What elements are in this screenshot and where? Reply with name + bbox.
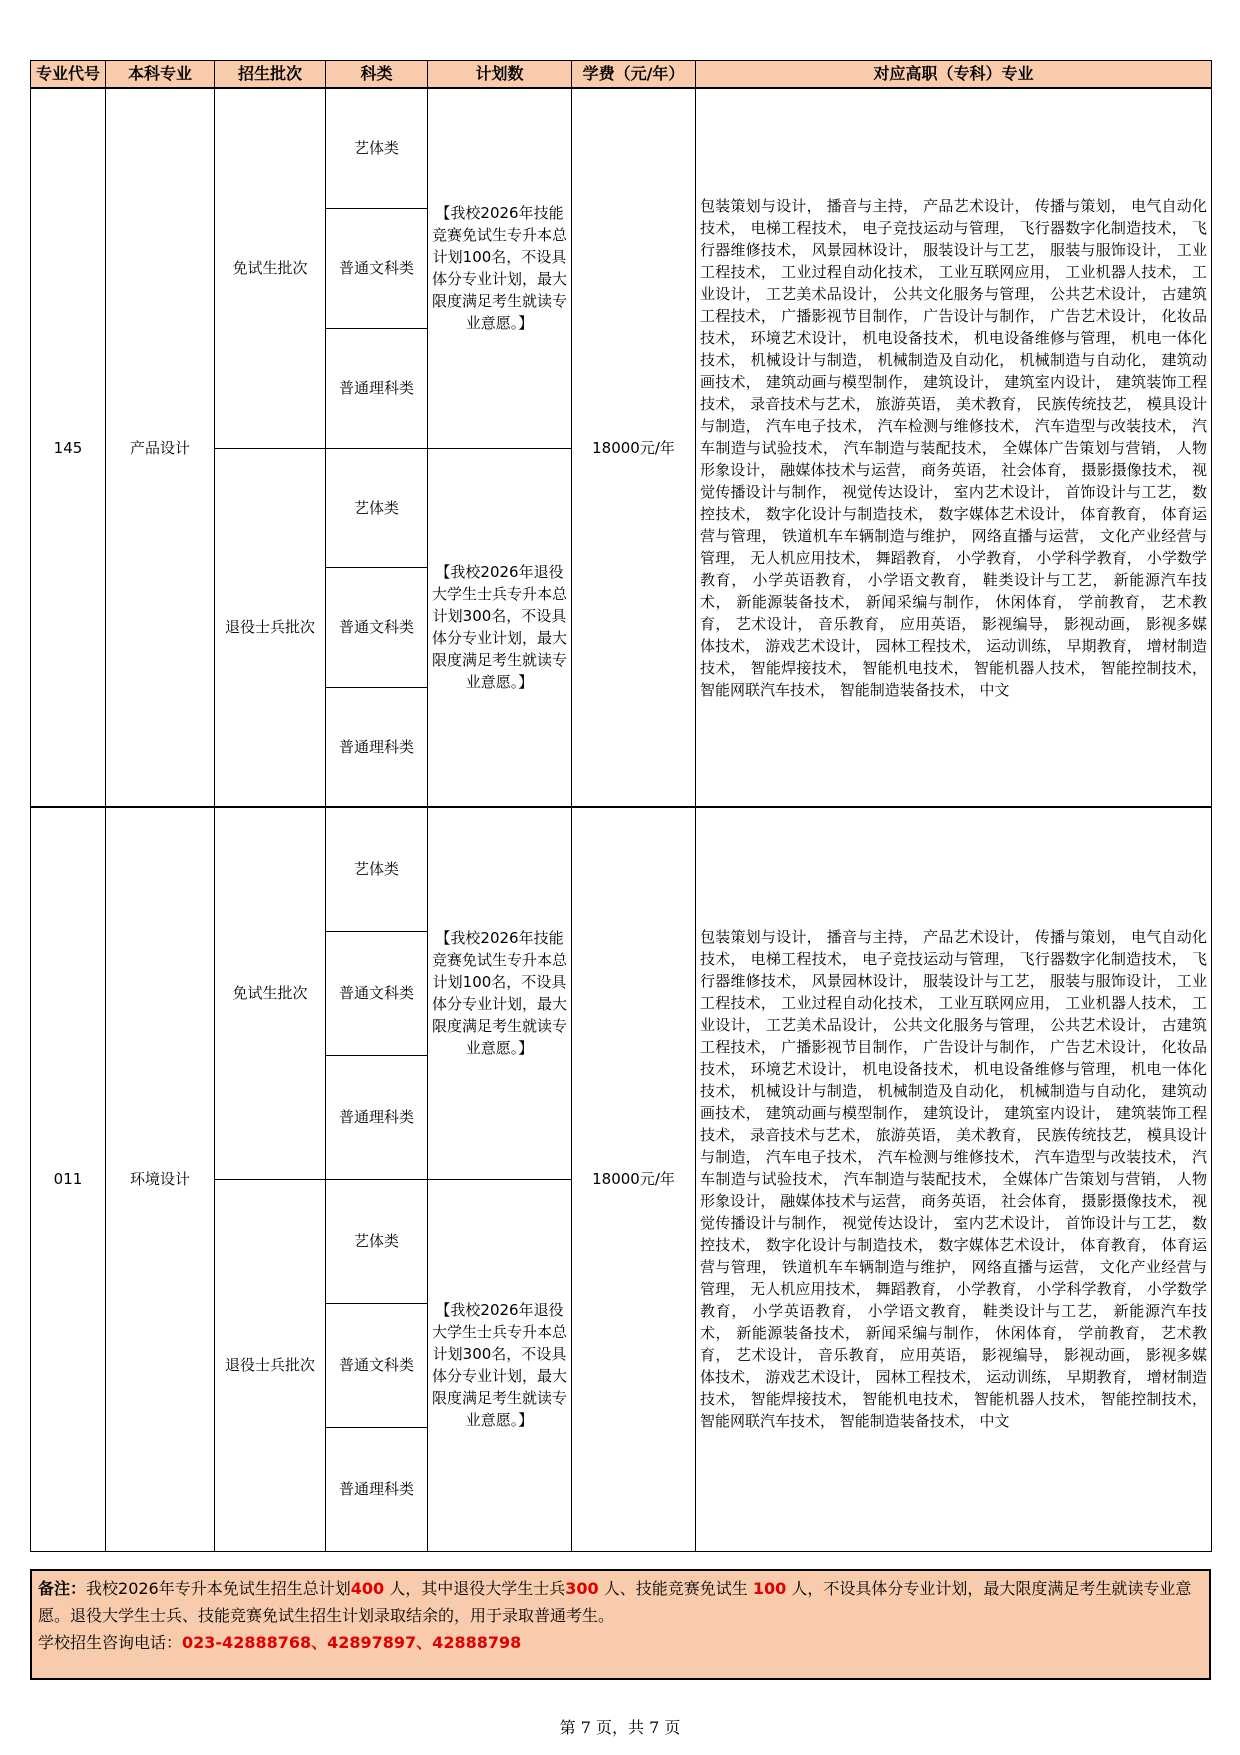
row-category: 普通文科类: [326, 208, 428, 328]
header-tuition: 学费（元/年）: [572, 61, 696, 89]
row-related-majors: 包装策划与设计， 播音与主持， 产品艺术设计， 传播与策划， 电气自动化技术， 电梯工程技术， 电子竞技运动与管理， 飞行器数字化制造技术， 飞行器维修技术， 风景园林设计， 服装设计与工艺， 服装与服饰设计， 工业工程技术， 工业过程自动化技术， 工业互联网应用， 工业机器人技术， 工业设计， 工艺美术品设计， 公共文化服务与管理， 公共艺术设计， 古建筑工程技术， 广播影视节目制作， 广告设计与制作， 广告艺术设计， 化妆品技术， 环境艺术设计， 机电设备技术， 机电设备维修与管理， 机电一体化技术， 机械设计与制造， 机械制造及自动化， 机械制造与自动化， 建筑动画技术， 建筑动画与模型制作， 建筑设计， 建筑室内设计， 建筑装饰工程技术， 录音技术与艺术， 旅游英语， 美术教育， 民族传统技艺， 模具设计与制造， 汽车电子技术， 汽车检测与维修技术， 汽车造型与改装技术， 汽车制造与试验技术， 汽车制造与装配技术， 全媒体广告策划与营销， 人物形象设计， 融媒体技术与运营， 商务英语， 社会体育， 摄影摄像技术， 视觉传播设计与制作， 视觉传达设计， 室内艺术设计， 首饰设计与工艺， 数控技术， 数字化设计与制造技术， 数字媒体艺术设计， 体育教育， 体育运营与管理， 铁道机车车辆制造与维护， 网络直播与运营， 文化产业经营与管理， 无人机应用技术， 舞蹈教育， 小学教育， 小学科学教育， 小学数学教育， 小学英语教育， 小学语文教育， 鞋类设计与工艺， 新能源汽车技术， 新能源装备技术， 新闻采编与制作， 休闲体育， 学前教育， 艺术教育， 艺术设计， 音乐教育， 应用英语， 影视编导， 影视动画， 影视多媒体技术， 游戏艺术设计， 园林工程技术， 运动训练， 早期教育， 增材制造技术， 智能焊接技术， 智能机电技术， 智能机器人技术， 智能控制技术， 智能网联汽车技术， 智能制造装备技术， 中文: [700, 928, 1207, 1431]
remarks-text-4: 人，不设具体分专业计划，最大限度满足考生就读专业意愿。退役大学生士兵、技能竞赛免试生招生计划录取结余的，用于录取普通考生。: [38, 1579, 1192, 1625]
header-code: 专业代号: [31, 61, 106, 89]
row-tuition: 18000元/年: [572, 807, 696, 1551]
table-header-row: [31, 61, 1212, 89]
admission-plan-table: [30, 60, 1212, 1552]
row-tuition: 18000元/年: [572, 88, 696, 807]
row-batch: 免试生批次: [215, 88, 326, 448]
row-batch: 退役士兵批次: [215, 448, 326, 807]
table-row: [31, 88, 1212, 208]
remarks-text-3: 人、技能竞赛免试生: [598, 1579, 753, 1598]
row-category: 普通理科类: [326, 328, 428, 448]
header-batch: 招生批次: [215, 61, 326, 89]
remarks-box: [30, 1569, 1211, 1680]
row-plan: 【我校2026年技能竞赛免试生专升本总计划100名，不设具体分专业计划，最大限度满足考生就读专业意愿。】: [432, 929, 568, 1058]
row-plan: 【我校2026年技能竞赛免试生专升本总计划100名，不设具体分专业计划，最大限度满足考生就读专业意愿。】: [432, 204, 568, 333]
row-batch: 退役士兵批次: [215, 1179, 326, 1551]
header-major: 本科专业: [106, 61, 215, 89]
row-major: 产品设计: [106, 88, 215, 807]
row-batch: 免试生批次: [215, 807, 326, 1179]
row-category: 普通文科类: [326, 931, 428, 1055]
row-category: 普通理科类: [326, 687, 428, 807]
row-category: 艺体类: [326, 88, 428, 208]
row-plan: 【我校2026年退役大学生士兵专升本总计划300名，不设具体分专业计划，最大限度满足考生就读专业意愿。】: [432, 563, 568, 692]
row-category: 普通理科类: [326, 1055, 428, 1179]
row-category: 普通文科类: [326, 1303, 428, 1427]
header-category: 科类: [326, 61, 428, 89]
remarks-text-1: 我校2026年专升本免试生招生总计划: [86, 1579, 351, 1598]
row-category: 艺体类: [326, 807, 428, 931]
row-related-majors: 包装策划与设计， 播音与主持， 产品艺术设计， 传播与策划， 电气自动化技术， 电梯工程技术， 电子竞技运动与管理， 飞行器数字化制造技术， 飞行器维修技术， 风景园林设计， 服装设计与工艺， 服装与服饰设计， 工业工程技术， 工业过程自动化技术， 工业互联网应用， 工业机器人技术， 工业设计， 工艺美术品设计， 公共文化服务与管理， 公共艺术设计， 古建筑工程技术， 广播影视节目制作， 广告设计与制作， 广告艺术设计， 化妆品技术， 环境艺术设计， 机电设备技术， 机电设备维修与管理， 机电一体化技术， 机械设计与制造， 机械制造及自动化， 机械制造与自动化， 建筑动画技术， 建筑动画与模型制作， 建筑设计， 建筑室内设计， 建筑装饰工程技术， 录音技术与艺术， 旅游英语， 美术教育， 民族传统技艺， 模具设计与制造， 汽车电子技术， 汽车检测与维修技术， 汽车造型与改装技术， 汽车制造与试验技术， 汽车制造与装配技术， 全媒体广告策划与营销， 人物形象设计， 融媒体技术与运营， 商务英语， 社会体育， 摄影摄像技术， 视觉传播设计与制作， 视觉传达设计， 室内艺术设计， 首饰设计与工艺， 数控技术， 数字化设计与制造技术， 数字媒体艺术设计， 体育教育， 体育运营与管理， 铁道机车车辆制造与维护， 网络直播与运营， 文化产业经营与管理， 无人机应用技术， 舞蹈教育， 小学教育， 小学科学教育， 小学数学教育， 小学英语教育， 小学语文教育， 鞋类设计与工艺， 新能源汽车技术， 新能源装备技术， 新闻采编与制作， 休闲体育， 学前教育， 艺术教育， 艺术设计， 音乐教育， 应用英语， 影视编导， 影视动画， 影视多媒体技术， 游戏艺术设计， 园林工程技术， 运动训练， 早期教育， 增材制造技术， 智能焊接技术， 智能机电技术， 智能机器人技术， 智能控制技术， 智能网联汽车技术， 智能制造装备技术， 中文: [700, 196, 1207, 699]
table-row: [31, 807, 1212, 931]
row-category: 艺体类: [326, 1179, 428, 1303]
page-footer: 第 7 页，共 7 页: [559, 1718, 681, 1737]
veteran-quota: 300: [565, 1579, 599, 1598]
header-related: 对应高职（专科）专业: [696, 61, 1212, 89]
row-category: 艺体类: [326, 448, 428, 567]
remarks-label: 备注：: [38, 1579, 87, 1598]
row-major: 环境设计: [106, 807, 215, 1551]
total-quota: 400: [350, 1579, 385, 1598]
exempt-quota: 100: [752, 1579, 787, 1598]
row-code: 011: [31, 807, 106, 1551]
phone-numbers: 023-42888768、42897897、42888798: [182, 1633, 522, 1652]
row-category: 普通文科类: [326, 567, 428, 687]
remarks-text-2: 人，其中退役大学生士兵: [384, 1579, 566, 1598]
header-plan: 计划数: [428, 61, 572, 89]
row-plan: 【我校2026年退役大学生士兵专升本总计划300名，不设具体分专业计划，最大限度满足考生就读专业意愿。】: [432, 1301, 568, 1429]
phone-label: 学校招生咨询电话：: [38, 1633, 183, 1652]
row-code: 145: [31, 88, 106, 807]
row-category: 普通理科类: [326, 1427, 428, 1551]
